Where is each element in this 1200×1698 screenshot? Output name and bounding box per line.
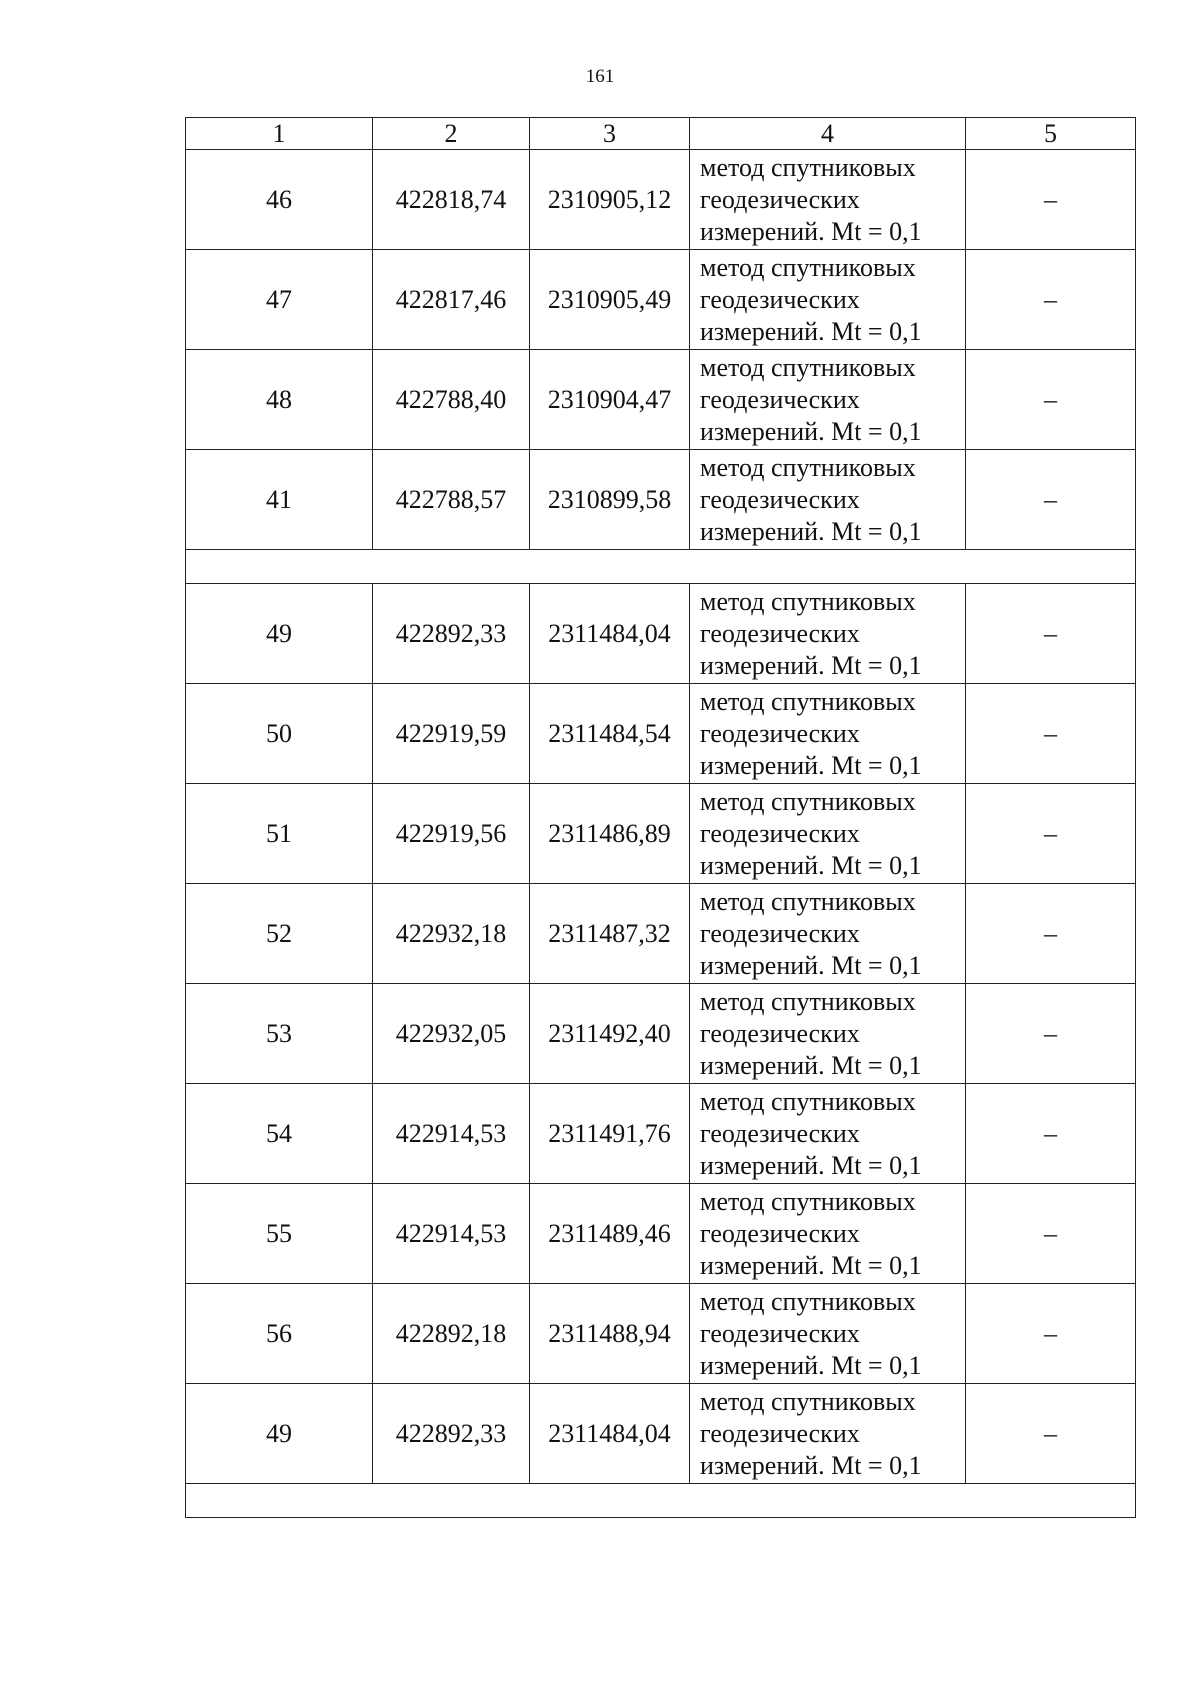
note-cell: – (966, 150, 1136, 250)
header-cell-2: 2 (373, 118, 530, 150)
note-cell: – (966, 1384, 1136, 1484)
method-line: геодезических (700, 718, 860, 748)
method-line: геодезических (700, 184, 860, 214)
method-line: метод спутниковых (700, 252, 916, 282)
table-row (186, 984, 1136, 1084)
method-line: измерений. Mt = 0,1 (700, 950, 922, 980)
y-coordinate-cell: 2311487,32 (530, 884, 690, 984)
method-line: метод спутниковых (700, 1386, 916, 1416)
method-line: метод спутниковых (700, 352, 916, 382)
method-line: метод спутниковых (700, 886, 916, 916)
header-cell-1: 1 (186, 118, 373, 150)
x-coordinate-cell: 422892,33 (373, 584, 530, 684)
method-line: измерений. Mt = 0,1 (700, 516, 922, 546)
method-line: метод спутниковых (700, 1186, 916, 1216)
y-coordinate-cell: 2311486,89 (530, 784, 690, 884)
separator-cell (186, 550, 1136, 584)
note-cell: – (966, 1284, 1136, 1384)
coordinates-table (185, 117, 1136, 1518)
table-row (186, 1184, 1136, 1284)
note-cell: – (966, 784, 1136, 884)
method-line: геодезических (700, 818, 860, 848)
method-line: измерений. Mt = 0,1 (700, 1150, 922, 1180)
table-row (186, 350, 1136, 450)
coordinates-table-body (186, 118, 1136, 1518)
point-number-cell: 50 (186, 684, 373, 784)
method-cell (690, 1184, 966, 1284)
method-line: метод спутниковых (700, 1086, 916, 1116)
method-line: геодезических (700, 284, 860, 314)
table-row (186, 584, 1136, 684)
method-line: метод спутниковых (700, 452, 916, 482)
note-cell: – (966, 1084, 1136, 1184)
x-coordinate-cell: 422892,18 (373, 1284, 530, 1384)
separator-row (186, 550, 1136, 584)
method-line: геодезических (700, 1318, 860, 1348)
header-cell-5: 5 (966, 118, 1136, 150)
header-cell-3: 3 (530, 118, 690, 150)
x-coordinate-cell: 422817,46 (373, 250, 530, 350)
method-line: измерений. Mt = 0,1 (700, 1250, 922, 1280)
note-cell: – (966, 584, 1136, 684)
method-cell (690, 784, 966, 884)
method-line: метод спутниковых (700, 986, 916, 1016)
method-line: измерений. Mt = 0,1 (700, 316, 922, 346)
x-coordinate-cell: 422788,40 (373, 350, 530, 450)
x-coordinate-cell: 422932,18 (373, 884, 530, 984)
method-line: измерений. Mt = 0,1 (700, 750, 922, 780)
point-number-cell: 41 (186, 450, 373, 550)
y-coordinate-cell: 2311489,46 (530, 1184, 690, 1284)
point-number-cell: 46 (186, 150, 373, 250)
header-cell-4: 4 (690, 118, 966, 150)
y-coordinate-cell: 2310899,58 (530, 450, 690, 550)
note-cell: – (966, 984, 1136, 1084)
method-line: измерений. Mt = 0,1 (700, 416, 922, 446)
point-number-cell: 48 (186, 350, 373, 450)
x-coordinate-cell: 422932,05 (373, 984, 530, 1084)
header-row (186, 118, 1136, 150)
method-line: измерений. Mt = 0,1 (700, 1050, 922, 1080)
method-cell (690, 684, 966, 784)
method-line: измерений. Mt = 0,1 (700, 1450, 922, 1480)
x-coordinate-cell: 422892,33 (373, 1384, 530, 1484)
note-cell: – (966, 450, 1136, 550)
x-coordinate-cell: 422914,53 (373, 1184, 530, 1284)
note-cell: – (966, 884, 1136, 984)
table-row (186, 1384, 1136, 1484)
method-cell (690, 1284, 966, 1384)
table-row (186, 884, 1136, 984)
method-line: геодезических (700, 1118, 860, 1148)
point-number-cell: 51 (186, 784, 373, 884)
note-cell: – (966, 1184, 1136, 1284)
point-number-cell: 52 (186, 884, 373, 984)
method-line: геодезических (700, 618, 860, 648)
method-line: измерений. Mt = 0,1 (700, 1350, 922, 1380)
point-number-cell: 53 (186, 984, 373, 1084)
table-row (186, 250, 1136, 350)
method-line: геодезических (700, 1218, 860, 1248)
y-coordinate-cell: 2311492,40 (530, 984, 690, 1084)
y-coordinate-cell: 2311484,04 (530, 1384, 690, 1484)
x-coordinate-cell: 422919,59 (373, 684, 530, 784)
method-cell (690, 1384, 966, 1484)
y-coordinate-cell: 2311491,76 (530, 1084, 690, 1184)
method-cell (690, 350, 966, 450)
point-number-cell: 49 (186, 1384, 373, 1484)
table-row (186, 684, 1136, 784)
point-number-cell: 56 (186, 1284, 373, 1384)
note-cell: – (966, 684, 1136, 784)
table-row (186, 150, 1136, 250)
method-cell (690, 984, 966, 1084)
method-line: метод спутниковых (700, 686, 916, 716)
page-number: 161 (585, 66, 615, 87)
point-number-cell: 47 (186, 250, 373, 350)
method-cell (690, 884, 966, 984)
method-line: геодезических (700, 484, 860, 514)
separator-row (186, 1484, 1136, 1518)
method-cell (690, 250, 966, 350)
method-line: метод спутниковых (700, 786, 916, 816)
method-cell (690, 584, 966, 684)
note-cell: – (966, 350, 1136, 450)
x-coordinate-cell: 422919,56 (373, 784, 530, 884)
table-row (186, 784, 1136, 884)
x-coordinate-cell: 422818,74 (373, 150, 530, 250)
method-line: измерений. Mt = 0,1 (700, 650, 922, 680)
table-row (186, 450, 1136, 550)
x-coordinate-cell: 422914,53 (373, 1084, 530, 1184)
method-line: измерений. Mt = 0,1 (700, 850, 922, 880)
separator-cell (186, 1484, 1136, 1518)
method-line: геодезических (700, 1418, 860, 1448)
method-line: метод спутниковых (700, 152, 916, 182)
y-coordinate-cell: 2310905,49 (530, 250, 690, 350)
method-line: метод спутниковых (700, 586, 916, 616)
point-number-cell: 54 (186, 1084, 373, 1184)
method-cell (690, 150, 966, 250)
y-coordinate-cell: 2311484,54 (530, 684, 690, 784)
point-number-cell: 49 (186, 584, 373, 684)
method-line: измерений. Mt = 0,1 (700, 216, 922, 246)
y-coordinate-cell: 2311488,94 (530, 1284, 690, 1384)
point-number-cell: 55 (186, 1184, 373, 1284)
method-line: метод спутниковых (700, 1286, 916, 1316)
y-coordinate-cell: 2311484,04 (530, 584, 690, 684)
x-coordinate-cell: 422788,57 (373, 450, 530, 550)
method-line: геодезических (700, 918, 860, 948)
method-line: геодезических (700, 1018, 860, 1048)
table-row (186, 1084, 1136, 1184)
y-coordinate-cell: 2310905,12 (530, 150, 690, 250)
y-coordinate-cell: 2310904,47 (530, 350, 690, 450)
method-line: геодезических (700, 384, 860, 414)
table-row (186, 1284, 1136, 1384)
method-cell (690, 1084, 966, 1184)
note-cell: – (966, 250, 1136, 350)
method-cell (690, 450, 966, 550)
